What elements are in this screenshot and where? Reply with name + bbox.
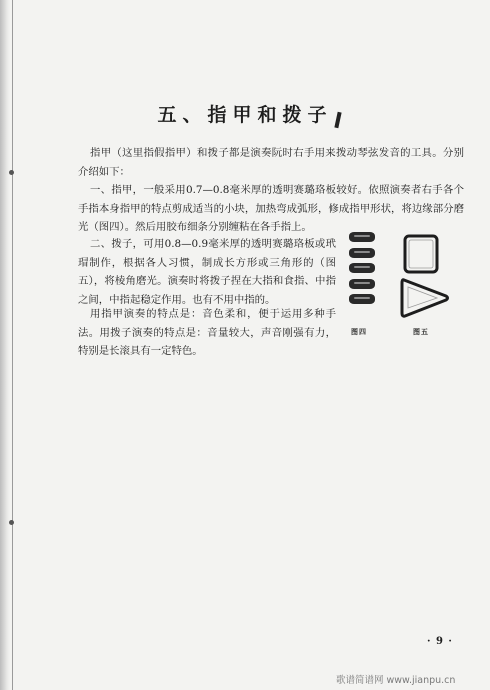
nail-illustration — [349, 263, 375, 273]
nail-illustration — [349, 248, 375, 258]
pick-paragraph: 二、拨子，可用0.8—0.9毫米厚的透明赛璐珞板或玳瑁制作，根据各人习惯，制成长方形或三角形的（图五），将棱角磨光。演奏时将拨子捏在大指和食指、中指之间，中指起稳定作用。也有不用中指的。 — [78, 238, 336, 306]
punch-hole — [9, 170, 14, 175]
nail-illustration — [349, 232, 375, 242]
nail-paragraph: 一、指甲，一般采用0.7—0.8毫米厚的透明赛璐珞板较好。依照演奏者右手各个手指本身指甲的特点剪成适当的小块，加热弯成弧形，修成指甲形状，将边缘部分磨光（图四）。然后用胶布细条分别缠粘在各手指上。 — [78, 184, 464, 233]
intro-paragraph: 指甲（这里指假指甲）和拨子都是演奏阮时右手用来拨动琴弦发音的工具。分别介绍如下： — [78, 147, 464, 178]
page-number: · 9 · — [427, 636, 453, 647]
page-title: 五、指甲和拨子 — [157, 104, 333, 126]
comparison-paragraph: 用指甲演奏的特点是：音色柔和，便于运用多种手法。用拨子演奏的特点是：音量较大，声音刚强有力，特别是长滚具有一定特色。 — [78, 308, 336, 357]
nail-illustration — [349, 279, 375, 289]
triangular-pick-illustration — [399, 276, 451, 320]
punch-hole — [9, 520, 14, 525]
figure-4-nails — [349, 232, 377, 310]
watermark: 歌谱简谱网 www.jianpu.cn — [336, 675, 456, 686]
rectangular-pick-illustration — [403, 234, 439, 274]
nail-illustration — [349, 294, 375, 304]
figure-4-caption: 图四 — [351, 328, 367, 336]
figure-5-caption: 图五 — [413, 328, 429, 336]
